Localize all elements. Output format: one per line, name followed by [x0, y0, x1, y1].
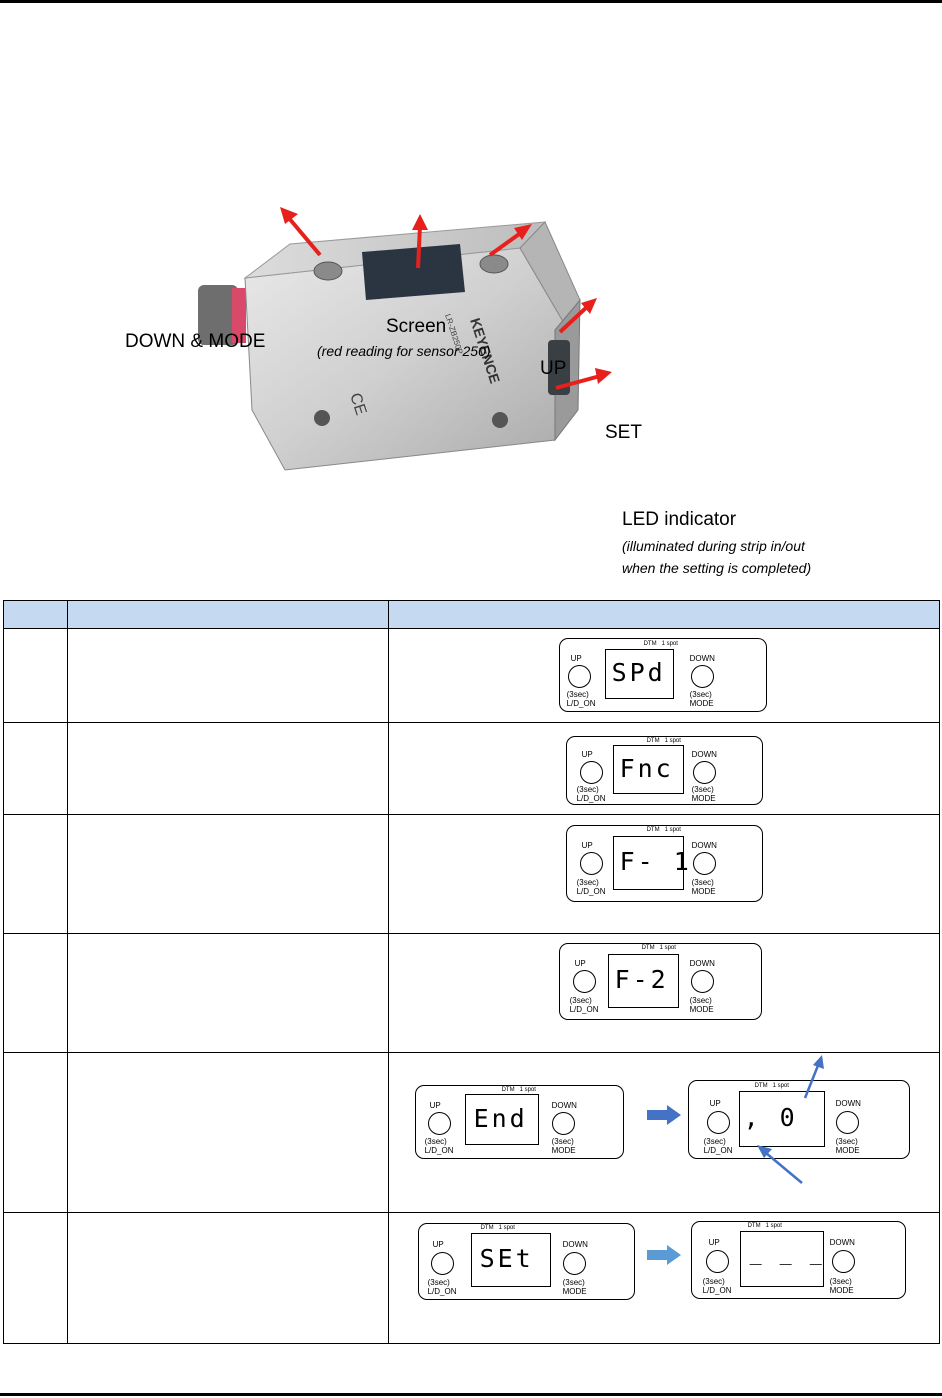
- display-reading: SEt: [479, 1244, 534, 1273]
- up-button-icon: [573, 970, 596, 993]
- down-hold-label: (3sec): [689, 690, 712, 699]
- svg-text:KEYENCE: KEYENCE: [467, 315, 504, 386]
- display-reading: _ _ _: [749, 1241, 825, 1265]
- up-button-icon: [580, 761, 603, 784]
- down-func-label: MODE: [551, 1146, 576, 1155]
- down-label: DOWN: [562, 1240, 588, 1249]
- top-rule: [0, 0, 942, 3]
- callout-screen: Screen: [386, 316, 447, 337]
- callout-set: SET: [605, 422, 642, 443]
- up-hold-label: (3sec): [427, 1278, 450, 1287]
- dtm-label: DTM 1 spot: [754, 1083, 789, 1089]
- down-button-icon: [563, 1252, 586, 1275]
- header-display: [388, 601, 939, 629]
- blue-pointer-arrow-icon: [799, 1053, 829, 1101]
- up-label: UP: [708, 1238, 720, 1247]
- callout-down-mode: DOWN & MODE: [125, 331, 266, 352]
- blue-flow-arrow-icon: [647, 1105, 683, 1125]
- dtm-label: DTM 1 spot: [501, 1087, 536, 1093]
- up-func-label: L/D_ON: [424, 1146, 454, 1155]
- display-screen: [608, 954, 679, 1008]
- dtm-label: DTM 1 spot: [646, 738, 681, 744]
- up-button-icon: [707, 1111, 730, 1134]
- down-func-label: MODE: [835, 1146, 860, 1155]
- control-panel: [418, 1223, 635, 1300]
- up-func-label: L/D_ON: [566, 699, 596, 708]
- down-label: DOWN: [829, 1238, 855, 1247]
- up-hold-label: (3sec): [702, 1277, 725, 1286]
- up-hold-label: (3sec): [566, 690, 589, 699]
- down-hold-label: (3sec): [689, 996, 712, 1005]
- blue-pointer-arrow-icon: [754, 1141, 806, 1187]
- callout-led: LED indicator: [622, 509, 737, 530]
- down-hold-label: (3sec): [691, 878, 714, 887]
- up-label: UP: [581, 750, 593, 759]
- header-action: [67, 601, 388, 629]
- row-number: [4, 1213, 68, 1344]
- display-reading: End: [473, 1104, 528, 1133]
- row-number: [4, 815, 68, 934]
- row-display: [388, 723, 939, 815]
- row-display: [388, 629, 939, 723]
- down-label: DOWN: [689, 654, 715, 663]
- up-label: UP: [709, 1099, 721, 1108]
- table-row: [4, 1213, 940, 1344]
- down-label: DOWN: [689, 959, 715, 968]
- control-panel: [566, 736, 763, 805]
- down-hold-label: (3sec): [551, 1137, 574, 1146]
- down-func-label: MODE: [689, 699, 714, 708]
- row-display: [388, 1053, 939, 1213]
- down-func-label: MODE: [562, 1287, 587, 1296]
- down-func-label: MODE: [691, 794, 716, 803]
- up-button-icon: [706, 1250, 729, 1273]
- down-hold-label: (3sec): [562, 1278, 585, 1287]
- control-panel: [691, 1221, 906, 1299]
- down-label: DOWN: [691, 750, 717, 759]
- down-hold-label: (3sec): [691, 785, 714, 794]
- table-header-row: [4, 601, 940, 629]
- display-screen: [613, 836, 692, 890]
- row-display: [388, 815, 939, 934]
- display-reading: SPd: [611, 658, 666, 687]
- row-display: [388, 934, 939, 1053]
- row-number: [4, 629, 68, 723]
- up-label: UP: [429, 1101, 441, 1110]
- down-func-label: MODE: [829, 1286, 854, 1295]
- down-label: DOWN: [835, 1099, 861, 1108]
- up-func-label: L/D_ON: [427, 1287, 457, 1296]
- control-panel: [415, 1085, 624, 1159]
- dtm-label: DTM 1 spot: [747, 1223, 782, 1229]
- down-button-icon: [836, 1111, 859, 1134]
- svg-text:CE: CE: [346, 390, 370, 418]
- control-panel: [559, 943, 762, 1020]
- sensor-photo: [0, 150, 942, 480]
- table-row: [4, 723, 940, 815]
- display-screen: [471, 1233, 551, 1287]
- row-action: [67, 1213, 388, 1344]
- down-label: DOWN: [551, 1101, 577, 1110]
- up-button-icon: [580, 852, 603, 875]
- up-button-icon: [568, 665, 591, 688]
- down-button-icon: [552, 1112, 575, 1135]
- display-screen: [613, 745, 684, 794]
- row-action: [67, 629, 388, 723]
- display-reading: F-2: [614, 965, 669, 994]
- dtm-label: DTM 1 spot: [646, 827, 681, 833]
- table-row: [4, 629, 940, 723]
- bottom-rule: [0, 1393, 942, 1396]
- callout-led-note: (illuminated during strip in/out when the setting is completed): [622, 538, 812, 576]
- up-hold-label: (3sec): [424, 1137, 447, 1146]
- up-label: UP: [432, 1240, 444, 1249]
- down-hold-label: (3sec): [829, 1277, 852, 1286]
- dtm-label: DTM 1 spot: [480, 1225, 515, 1231]
- control-panel: [559, 638, 767, 712]
- up-func-label: L/D_ON: [703, 1146, 733, 1155]
- down-func-label: MODE: [689, 1005, 714, 1014]
- down-button-icon: [691, 970, 714, 993]
- dtm-label: DTM 1 spot: [641, 945, 676, 951]
- display-reading: , 0: [743, 1103, 798, 1132]
- procedure-table: [3, 600, 940, 1344]
- callout-screen-note: (red reading for sensor 250): [317, 343, 491, 359]
- up-func-label: L/D_ON: [576, 887, 606, 896]
- row-number: [4, 934, 68, 1053]
- display-screen: [740, 1231, 824, 1287]
- table-row: [4, 815, 940, 934]
- table-row: [4, 934, 940, 1053]
- down-hold-label: (3sec): [835, 1137, 858, 1146]
- down-label: DOWN: [691, 841, 717, 850]
- down-func-label: MODE: [691, 887, 716, 896]
- display-reading: Fnc: [619, 754, 674, 783]
- up-hold-label: (3sec): [569, 996, 592, 1005]
- callout-up: UP: [540, 358, 567, 379]
- up-func-label: L/D_ON: [702, 1286, 732, 1295]
- down-button-icon: [691, 665, 714, 688]
- header-no: [4, 601, 68, 629]
- row-number: [4, 723, 68, 815]
- up-func-label: L/D_ON: [569, 1005, 599, 1014]
- down-button-icon: [832, 1250, 855, 1273]
- up-label: UP: [581, 841, 593, 850]
- display-screen: [605, 649, 674, 699]
- up-hold-label: (3sec): [703, 1137, 726, 1146]
- down-button-icon: [693, 761, 716, 784]
- row-display: [388, 1213, 939, 1344]
- up-hold-label: (3sec): [576, 785, 599, 794]
- row-action: [67, 815, 388, 934]
- up-label: UP: [570, 654, 582, 663]
- svg-text:LR-ZB250P: LR-ZB250P: [443, 312, 465, 356]
- sensor-figure: [0, 150, 942, 576]
- table-row: [4, 1053, 940, 1213]
- control-panel: [566, 825, 763, 902]
- dtm-label: DTM 1 spot: [643, 641, 678, 647]
- row-action: [67, 723, 388, 815]
- up-hold-label: (3sec): [576, 878, 599, 887]
- up-button-icon: [428, 1112, 451, 1135]
- display-reading: F- 1: [619, 847, 692, 876]
- up-button-icon: [431, 1252, 454, 1275]
- row-action: [67, 1053, 388, 1213]
- down-button-icon: [693, 852, 716, 875]
- blue-flow-arrow-icon: [647, 1245, 683, 1265]
- row-action: [67, 934, 388, 1053]
- up-func-label: L/D_ON: [576, 794, 606, 803]
- row-number: [4, 1053, 68, 1213]
- display-screen: [465, 1094, 539, 1145]
- up-label: UP: [574, 959, 586, 968]
